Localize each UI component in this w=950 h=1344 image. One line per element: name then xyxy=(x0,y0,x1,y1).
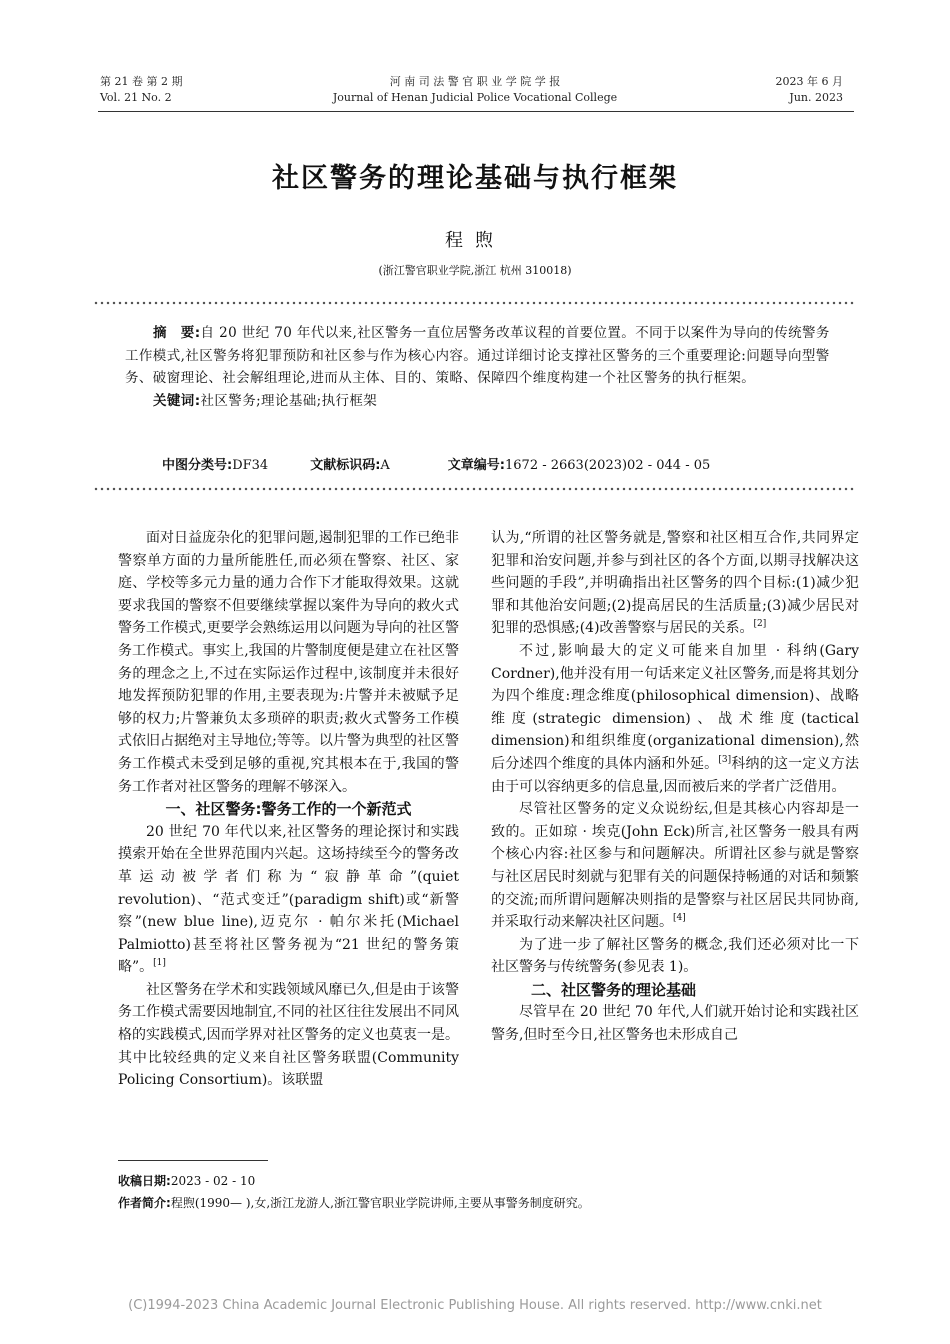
right-column xyxy=(491,527,859,1047)
abstract-block xyxy=(125,322,835,412)
footnotes xyxy=(118,1170,858,1214)
paragraph-text: 尽管社区警务的定义众说纷纭,但是其核心内容却是一致的。正如琼 · 埃克(John Eck)所言,社区警务一般具有两个核心内容:社区参与和问题解决。所谓社区参与就是警察与社区居民时刻就与犯罪有关的问题保持畅通的对话和频繁的交流;而所谓问题解决则指的是警察与社区居民共同协商,并采取行动来解决社区问题。 xyxy=(491,801,859,931)
clc-value: DF34 xyxy=(232,458,269,473)
abstract-label: 摘 要: xyxy=(153,325,201,341)
copyright-watermark: (C)1994-2023 China Academic Journal Electronic Publishing House. All rights reserved. http://www.cnki.net xyxy=(128,1298,822,1313)
doc-code-value: A xyxy=(380,458,390,473)
citation-ref[interactable]: [1] xyxy=(153,958,166,969)
author-name: 程煦 xyxy=(445,230,505,251)
body-paragraph: 社区警务在学术和实践领域风靡已久,但是由于该警务工作模式需要因地制宜,不同的社区往往发展出不同风格的实践模式,因而学界对社区警务的定义也莫衷一是。其中比较经典的定义来自社区警务联盟(Community Policing Consortium)。该联盟 xyxy=(118,981,459,1089)
keywords-line xyxy=(125,390,835,413)
received-date: 2023 - 02 - 10 xyxy=(170,1174,256,1188)
body-paragraph: 为了进一步了解社区警务的概念,我们还必须对比一下社区警务与传统警务(参见表 1)。 xyxy=(491,936,859,976)
citation-ref[interactable]: [4] xyxy=(673,913,686,924)
journal-date xyxy=(776,74,843,106)
date-en: Jun. 2023 xyxy=(789,91,843,104)
keywords-label: 关键词: xyxy=(153,392,201,409)
article-no-label: 文章编号: xyxy=(447,458,505,473)
abstract-bottom-divider xyxy=(93,485,856,493)
clc-label: 中图分类号: xyxy=(162,458,233,473)
author-bio: 程煦(1990— ),女,浙江龙游人,浙江警官职业学院讲师,主要从事警务制度研究。 xyxy=(170,1196,590,1210)
section-heading-1: 一、社区警务:警务工作的一个新范式 xyxy=(165,800,412,819)
section-heading-2: 二、社区警务的理论基础 xyxy=(531,980,697,999)
citation-ref[interactable]: [2] xyxy=(753,619,767,630)
abstract-text: 自 20 世纪 70 年代以来,社区警务一直位居警务改革议程的首要位置。不同于以案件为导向的传统警务工作模式,社区警务将犯罪预防和社区参与作为核心内容。通过详细讨论支撑社区警务的三个重要理论:问题导向型警务、破窗理论、社会解组理论,进而从主体、目的、策略、保障四个维度构建一个社区警务的执行框架。 xyxy=(125,325,830,386)
body-paragraph xyxy=(118,821,459,979)
volume-cn: 第 21 卷 第 2 期 xyxy=(100,75,183,88)
journal-volume-issue xyxy=(100,74,182,106)
body-paragraph xyxy=(491,640,859,798)
header-divider xyxy=(98,111,854,112)
journal-name-en: Journal of Henan Judicial Police Vocational College xyxy=(332,91,618,104)
author-affiliation: (浙江警官职业学院,浙江 杭州 310018) xyxy=(378,264,572,277)
journal-name-cn: 河 南 司 法 警 官 职 业 学 院 学 报 xyxy=(389,75,561,88)
body-paragraph: 面对日益庞杂化的犯罪问题,遏制犯罪的工作已绝非警察单方面的力量所能胜任,而必须在警察、社区、家庭、学校等多元力量的通力合作下才能取得效果。这就要求我国的警察不但要继续掌握以案件为导向的救火式警务工作模式,更要学会熟练运用以问题为导向的社区警务工作模式。事实上,我国的片警制度便是建立在社区警务的理念之上,不过在实际运作过程中,该制度并未很好地发挥预防犯罪的作用,主要表现为:片警并未被赋予足够的权力;片警兼负太多琐碎的职责;救火式警务工作模式依旧占据绝对主导地位;等等。以片警为典型的社区警务工作模式未受到足够的重视,究其根本在于,我国的警务工作者对社区警务的理解不够深入。 xyxy=(118,530,459,795)
date-cn: 2023 年 6 月 xyxy=(775,75,843,88)
author-bio-line xyxy=(118,1192,858,1214)
keywords-text: 社区警务;理论基础;执行框架 xyxy=(200,392,378,409)
left-column xyxy=(118,527,459,1092)
doc-code-label: 文献标识码: xyxy=(310,458,381,473)
received-label: 收稿日期: xyxy=(118,1174,171,1188)
abstract-top-divider xyxy=(93,299,856,307)
paragraph-text: 认为,“所谓的社区警务就是,警察和社区相互合作,共同界定犯罪和治安问题,并参与到社区的各个方面,以期寻找解决这些问题的手段”,并明确指出社区警务的四个目标:(1)减少犯罪和其他治安问题;(2)提高居民的生活质量;(3)减少居民对犯罪的恐惧感;(4)改善警察与居民的关系。 xyxy=(491,530,859,637)
citation-ref[interactable]: [3] xyxy=(718,754,732,765)
paragraph-text: 科纳的这一定义方法由于可以容纳更多的信息量,因而被后来的学者广泛借用。 xyxy=(491,755,859,795)
journal-name xyxy=(250,74,700,106)
volume-en: Vol. 21 No. 2 xyxy=(100,91,172,104)
abstract-paragraph xyxy=(125,322,835,390)
footnote-divider xyxy=(118,1160,268,1161)
received-date-line xyxy=(118,1170,858,1192)
article-no-value: 1672 - 2663(2023)02 - 044 - 05 xyxy=(505,458,711,473)
paragraph-text: 不过,影响最大的定义可能来自加里 · 科纳(Gary Cordner),他并没有用一句话来定义社区警务,而是将其划分为四个维度:理念维度(philosophical dimension)、战略维度(strategic dimension)、战术维度(tactical dimension)和组织维度(organizational dimension),然后分述四个维度的具体内涵和外延。 xyxy=(491,642,859,772)
body-paragraph xyxy=(491,527,859,640)
bio-label: 作者简介: xyxy=(118,1196,171,1210)
body-paragraph xyxy=(491,798,859,934)
page-title: 社区警务的理论基础与执行框架 xyxy=(272,163,678,194)
paragraph-text: 20 世纪 70 年代以来,社区警务的理论探讨和实践摸索开始在全世界范围内兴起。这场持续至今的警务改革运动被学者们称为“寂静革命”(quiet revolution)、“范式变迁”(paradigm shift)或“新警察”(new blue line),迈克尔 · 帕尔米托(Michael Palmiotto)甚至将社区警务视为“21 世纪的警务策略”。 xyxy=(118,823,459,976)
body-paragraph: 尽管早在 20 世纪 70 年代,人们就开始讨论和实践社区警务,但时至今日,社区警务也未形成自己 xyxy=(491,1004,859,1044)
classification-line xyxy=(162,457,710,475)
